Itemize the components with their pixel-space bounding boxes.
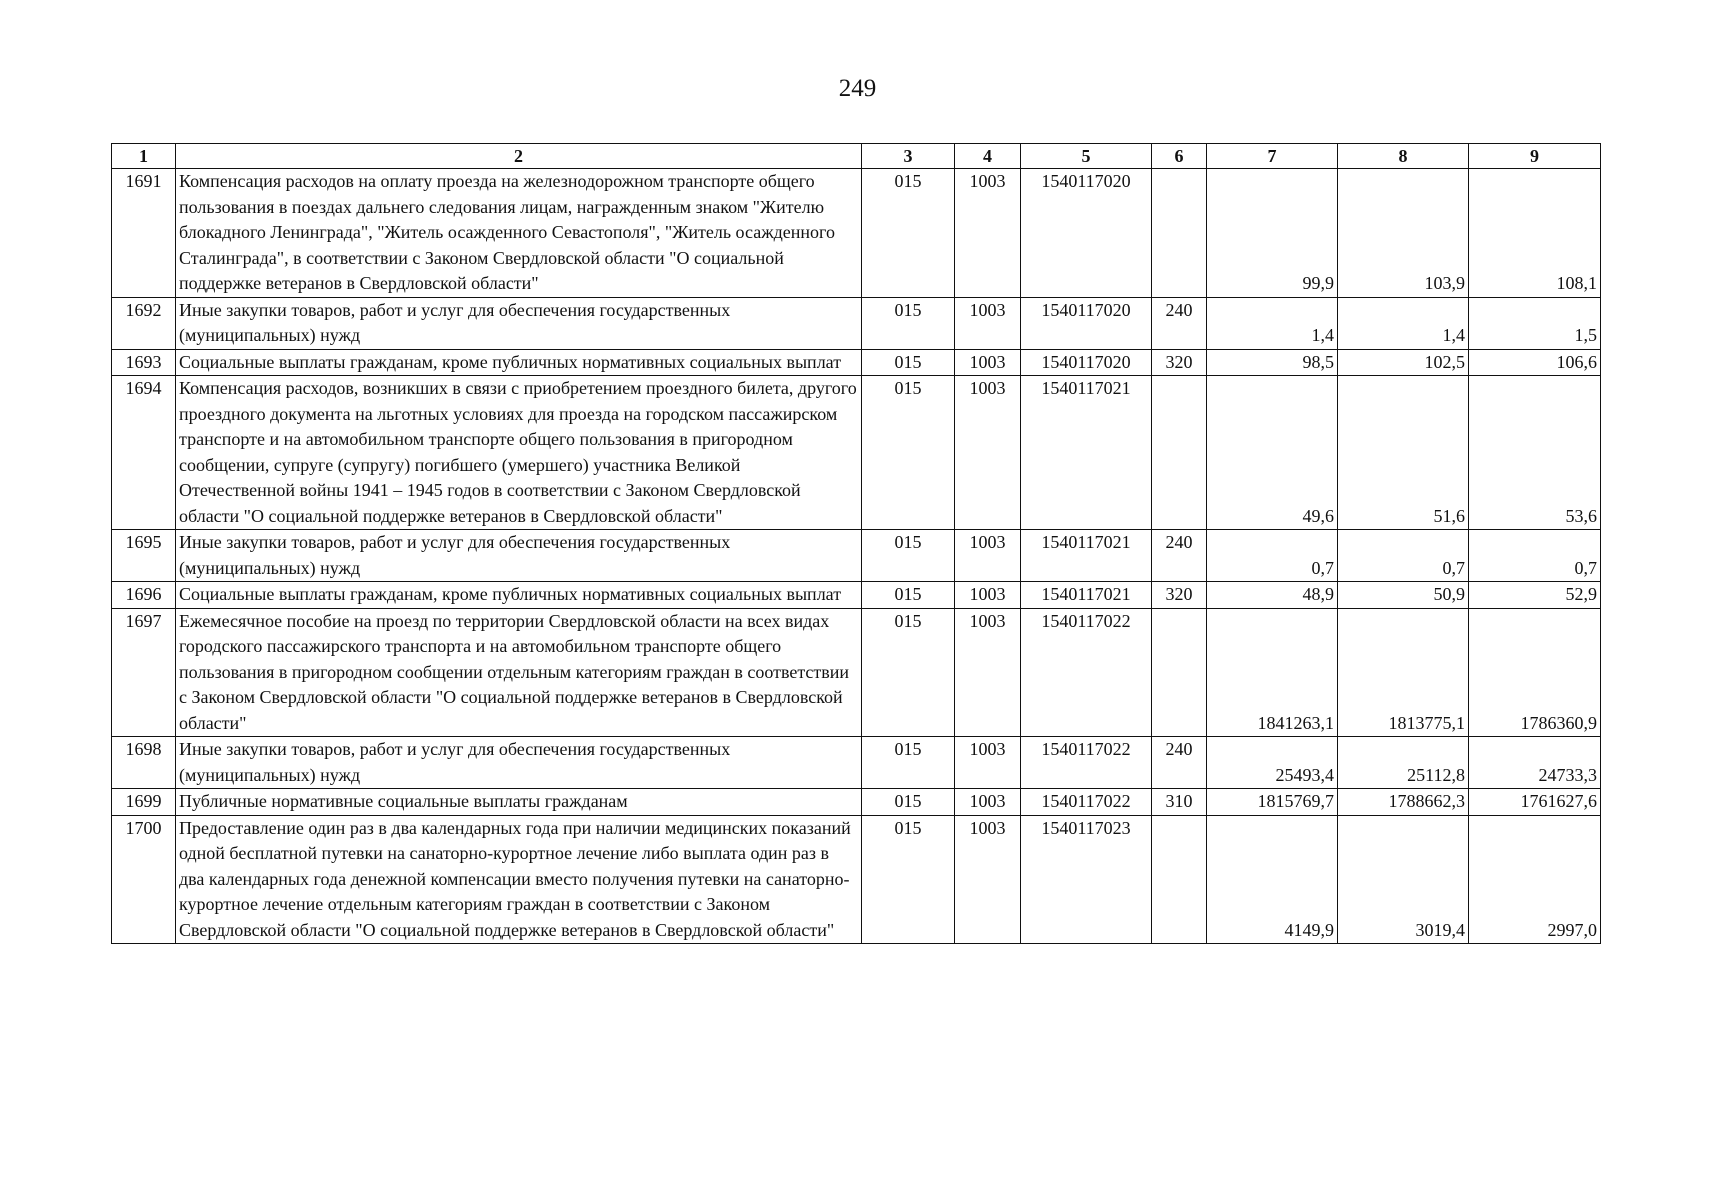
amount-col8: 25112,8 [1338,737,1469,789]
row-number: 1699 [112,789,176,816]
row-name: Ежемесячное пособие на проезд по территории Свердловской области на всех видах городского пассажирского транспорта и на автомобильном транспорте общего пользования в пригородном сообщении отдельным категориям граждан в соответствии с Законом Свердловской области "О социальной поддержке ветеранов в Свердловской области" [176,608,862,737]
row-number: 1695 [112,530,176,582]
header-row [112,144,1601,169]
ministry-code: 015 [862,815,955,944]
column-header-8: 8 [1338,144,1469,169]
target-article-code: 1540117020 [1021,169,1152,298]
table-row [112,815,1601,944]
section-code: 1003 [955,376,1021,530]
expense-type-code: 240 [1152,737,1207,789]
column-header-4: 4 [955,144,1021,169]
page-number: 249 [838,75,877,102]
row-name: Иные закупки товаров, работ и услуг для обеспечения государственных (муниципальных) нужд [176,530,862,582]
amount-col8: 50,9 [1338,582,1469,609]
amount-col8: 51,6 [1338,376,1469,530]
amount-col9: 1786360,9 [1469,608,1601,737]
ministry-code: 015 [862,737,955,789]
amount-col7: 1,4 [1207,297,1338,349]
section-code: 1003 [955,737,1021,789]
row-name: Компенсация расходов, возникших в связи с приобретением проездного билета, другого проездного документа на льготных условиях для проезда на городском пассажирском транспорте и на автомобильном транспорте общего пользования в пригородном сообщении, супруге (супругу) погибшего (умершего) участника Великой Отечественной войны 1941 – 1945 годов в соответствии с Законом Свердловской области "О социальной поддержке ветеранов в Свердловской области" [176,376,862,530]
expense-type-code [1152,376,1207,530]
section-code: 1003 [955,582,1021,609]
table-row [112,737,1601,789]
amount-col8: 3019,4 [1338,815,1469,944]
row-name: Предоставление один раз в два календарных года при наличии медицинских показаний одной бесплатной путевки на санаторно-курортное лечение либо выплата один раз в два календарных года денежной компенсации вместо получения путевки на санаторно-курортное лечение отдельным категориям граждан в соответствии с Законом Свердловской области "О социальной поддержке ветеранов в Свердловской области" [176,815,862,944]
row-name: Социальные выплаты гражданам, кроме публичных нормативных социальных выплат [176,582,862,609]
target-article-code: 1540117023 [1021,815,1152,944]
amount-col9: 24733,3 [1469,737,1601,789]
amount-col8: 103,9 [1338,169,1469,298]
row-number: 1693 [112,349,176,376]
row-number: 1700 [112,815,176,944]
section-code: 1003 [955,169,1021,298]
table-row [112,789,1601,816]
amount-col9: 0,7 [1469,530,1601,582]
ministry-code: 015 [862,582,955,609]
target-article-code: 1540117020 [1021,297,1152,349]
amount-col8: 0,7 [1338,530,1469,582]
column-header-3: 3 [862,144,955,169]
ministry-code: 015 [862,376,955,530]
row-number: 1696 [112,582,176,609]
table-row [112,349,1601,376]
column-header-7: 7 [1207,144,1338,169]
ministry-code: 015 [862,349,955,376]
expense-type-code: 320 [1152,349,1207,376]
target-article-code: 1540117021 [1021,376,1152,530]
table-body [112,169,1601,944]
expense-type-code [1152,608,1207,737]
target-article-code: 1540117021 [1021,530,1152,582]
ministry-code: 015 [862,530,955,582]
expense-type-code: 240 [1152,297,1207,349]
amount-col7: 48,9 [1207,582,1338,609]
row-name: Публичные нормативные социальные выплаты гражданам [176,789,862,816]
ministry-code: 015 [862,169,955,298]
amount-col7: 98,5 [1207,349,1338,376]
amount-col7: 0,7 [1207,530,1338,582]
amount-col9: 52,9 [1469,582,1601,609]
amount-col8: 1788662,3 [1338,789,1469,816]
ministry-code: 015 [862,608,955,737]
section-code: 1003 [955,789,1021,816]
amount-col7: 1815769,7 [1207,789,1338,816]
table-row [112,169,1601,298]
expense-type-code [1152,815,1207,944]
amount-col9: 1761627,6 [1469,789,1601,816]
column-header-1: 1 [112,144,176,169]
amount-col9: 53,6 [1469,376,1601,530]
table-row [112,530,1601,582]
section-code: 1003 [955,530,1021,582]
row-name: Социальные выплаты гражданам, кроме публичных нормативных социальных выплат [176,349,862,376]
table-row [112,376,1601,530]
amount-col7: 1841263,1 [1207,608,1338,737]
column-header-5: 5 [1021,144,1152,169]
row-name: Иные закупки товаров, работ и услуг для обеспечения государственных (муниципальных) нужд [176,297,862,349]
expense-type-code [1152,169,1207,298]
amount-col7: 49,6 [1207,376,1338,530]
target-article-code: 1540117022 [1021,737,1152,789]
budget-table [111,143,1601,944]
section-code: 1003 [955,349,1021,376]
table-row [112,297,1601,349]
row-number: 1697 [112,608,176,737]
amount-col7: 4149,9 [1207,815,1338,944]
row-number: 1691 [112,169,176,298]
column-header-2: 2 [176,144,862,169]
amount-col9: 106,6 [1469,349,1601,376]
ministry-code: 015 [862,297,955,349]
expense-type-code: 240 [1152,530,1207,582]
target-article-code: 1540117022 [1021,789,1152,816]
target-article-code: 1540117022 [1021,608,1152,737]
table-row [112,608,1601,737]
target-article-code: 1540117020 [1021,349,1152,376]
row-name: Компенсация расходов на оплату проезда на железнодорожном транспорте общего пользования в поездах дальнего следования лицам, награжденным знаком "Жителю блокадного Ленинграда", "Житель осажденного Севастополя", "Житель осажденного Сталинграда", в соответствии с Законом Свердловской области "О социальной поддержке ветеранов в Свердловской области" [176,169,862,298]
row-number: 1692 [112,297,176,349]
amount-col7: 25493,4 [1207,737,1338,789]
table-row [112,582,1601,609]
amount-col9: 1,5 [1469,297,1601,349]
row-number: 1694 [112,376,176,530]
table-header [112,144,1601,169]
amount-col9: 2997,0 [1469,815,1601,944]
row-number: 1698 [112,737,176,789]
expense-type-code: 320 [1152,582,1207,609]
section-code: 1003 [955,815,1021,944]
column-header-9: 9 [1469,144,1601,169]
column-header-6: 6 [1152,144,1207,169]
amount-col8: 1813775,1 [1338,608,1469,737]
section-code: 1003 [955,297,1021,349]
row-name: Иные закупки товаров, работ и услуг для обеспечения государственных (муниципальных) нужд [176,737,862,789]
section-code: 1003 [955,608,1021,737]
expense-type-code: 310 [1152,789,1207,816]
amount-col7: 99,9 [1207,169,1338,298]
amount-col8: 102,5 [1338,349,1469,376]
amount-col9: 108,1 [1469,169,1601,298]
amount-col8: 1,4 [1338,297,1469,349]
ministry-code: 015 [862,789,955,816]
target-article-code: 1540117021 [1021,582,1152,609]
